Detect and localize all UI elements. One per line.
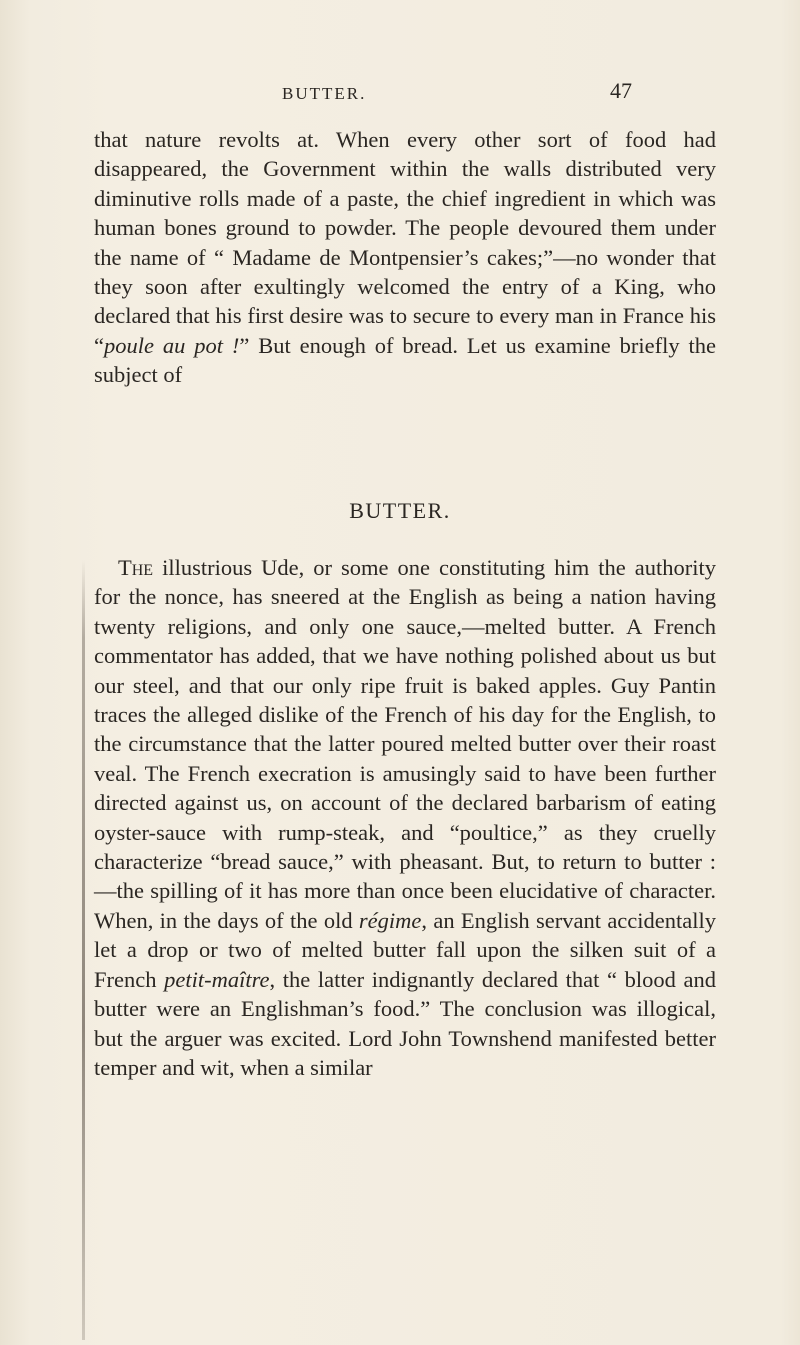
paragraph-text	[94, 125, 716, 390]
page-header	[0, 78, 800, 108]
italic-word: petit-maître	[164, 966, 270, 992]
italic-phrase: poule au pot !	[104, 332, 240, 358]
text-run: that nature revolts at. When every other sort of food had disappeared, the Government within the walls distributed very diminutive rolls made of a paste, the chief ingredient in which was human bones ground to powder. The people devoured them under the name of “ Madame de Montpensier’s cakes;”—no wonder that they soon after exultingly welcomed the entry of a King, who declared that his first desire was to secure to every man in France his “	[94, 127, 716, 358]
page-number: 47	[610, 78, 632, 103]
text-run: illustrious Ude, or some one constituting him the authority for the nonce, has sneered at the English as being a nation having twenty religions, and only one sauce,—melted butter. A French commentator has added, that we have nothing polished about us but our steel, and that our only ripe fruit is baked apples. Guy Pantin traces the alleged dislike of the French of his day for the English, to the circumstance that the latter poured melted butter over their roast veal. The French execration is amusingly said to have been further directed against us, on account of the declared barbarism of eating oyster-sauce with rump-steak, and “poultice,” as they cruelly characterize “bread sauce,” with pheasant. But, to return to butter :—the spilling of it has more than once been elucidative of character. When, in the days of the old	[94, 555, 716, 933]
binding-shadow	[82, 560, 85, 1340]
text-run: ” But enough of bread. Let us examine briefly the subject of	[94, 332, 717, 388]
opening-word: The	[118, 555, 154, 580]
paragraph-bread	[94, 125, 716, 390]
italic-word: régime	[358, 907, 422, 933]
paragraph-butter	[94, 553, 716, 1082]
text-run: , the latter indignantly declared that “ blood and butter were an Englishman’s food.” The conclusion was illogical, but the arguer was excited. Lord John Townshend manifested better temper and wit, when a similar	[94, 966, 716, 1080]
paragraph-text	[94, 553, 716, 1082]
section-heading: BUTTER.	[349, 498, 451, 523]
text-run: , an English servant accidentally let a drop or two of melted butter fall upon the silken suit of a French	[94, 907, 717, 992]
running-head: BUTTER.	[282, 84, 367, 103]
